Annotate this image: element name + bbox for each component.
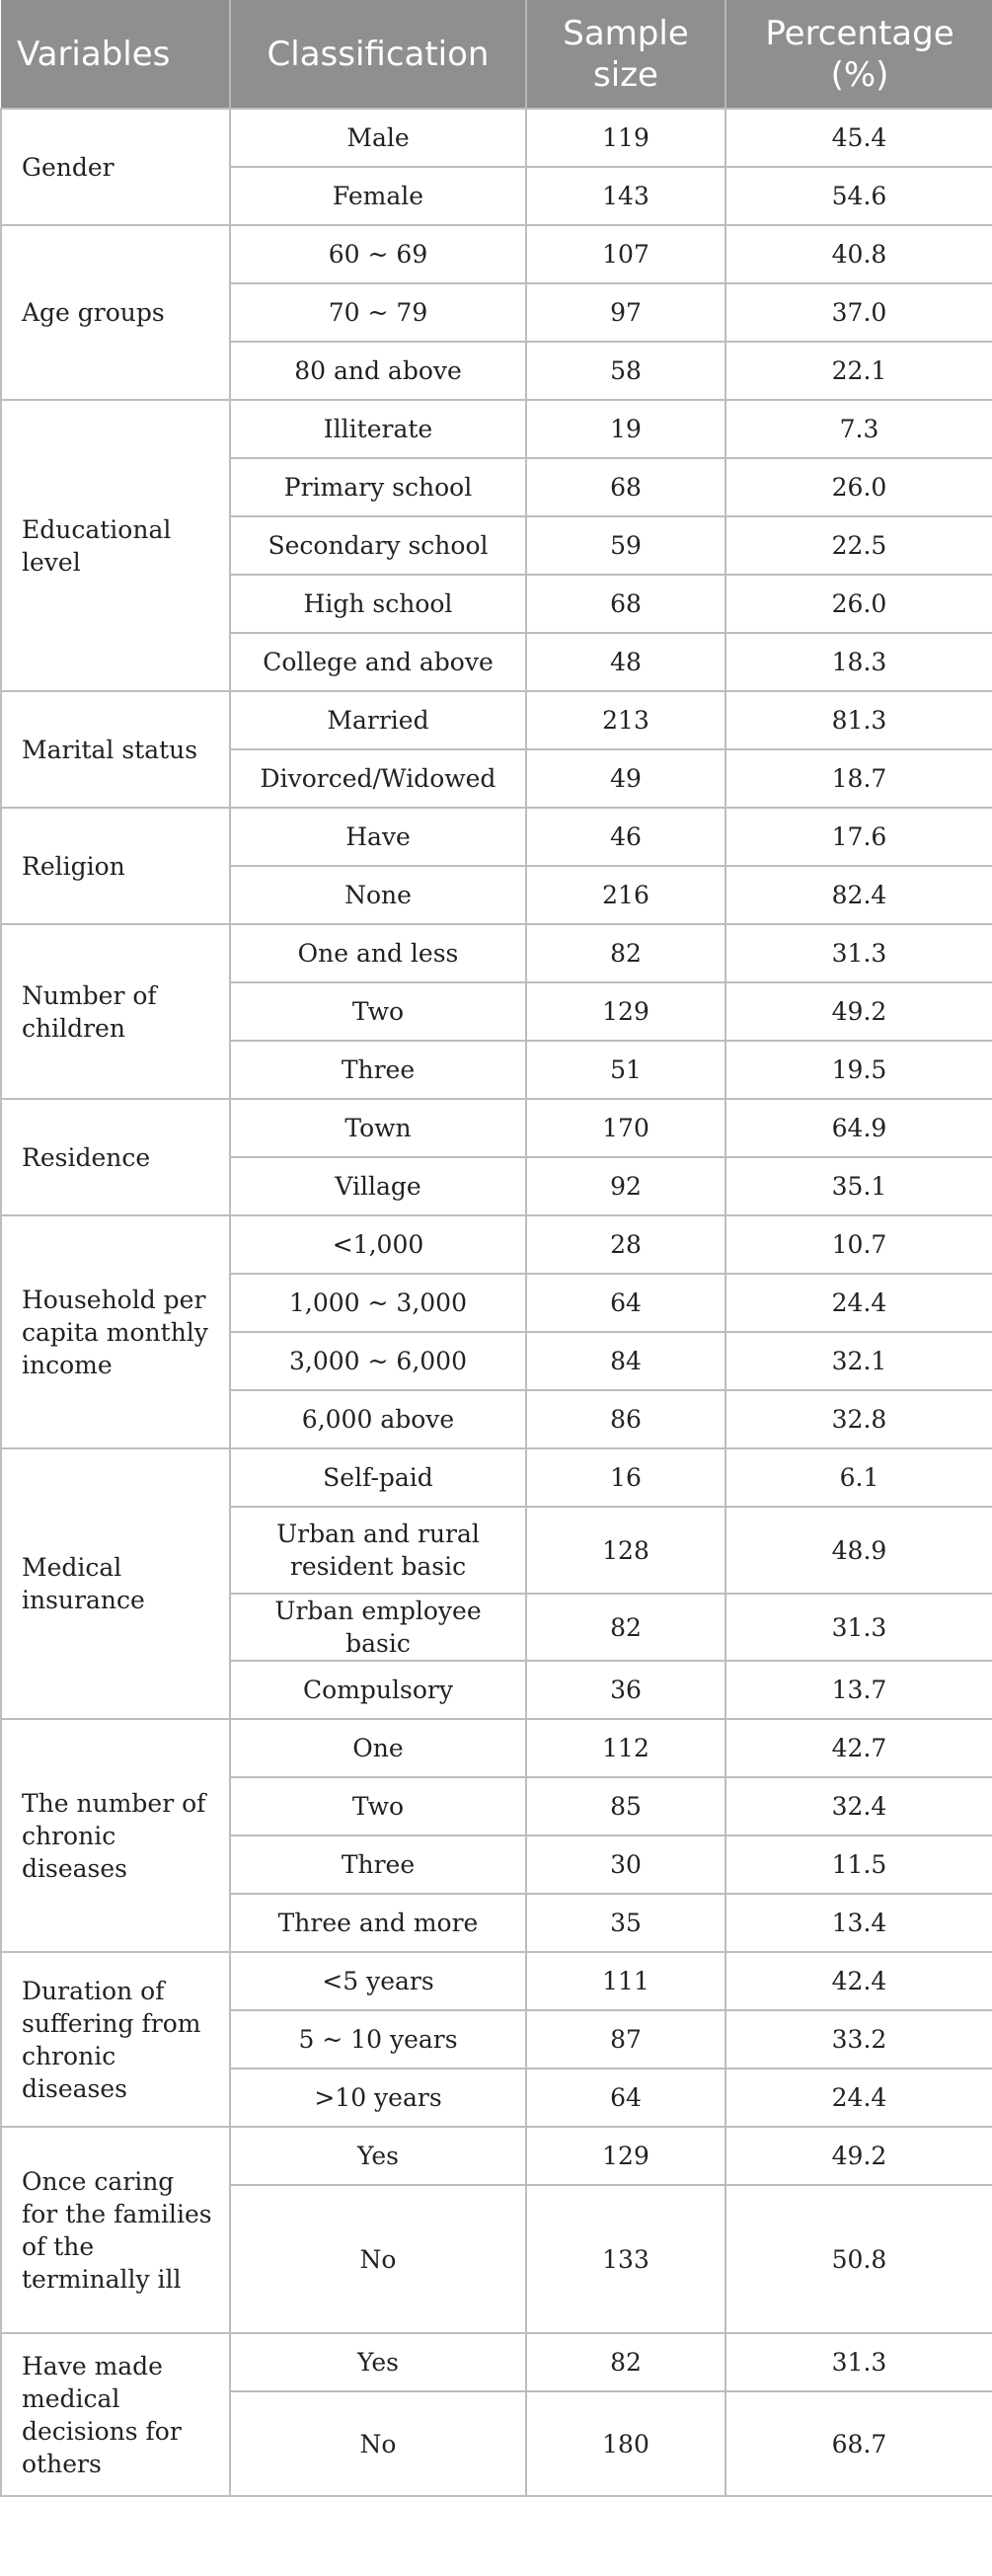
sample-size-cell: 30 [526,1835,725,1894]
percentage-cell: 31.3 [725,924,992,982]
percentage-cell: 54.6 [725,167,992,225]
table-row [1,808,992,866]
sample-size-cell: 46 [526,808,725,866]
classification-cell: 1,000 ~ 3,000 [230,1274,526,1332]
sample-size-cell: 64 [526,2069,725,2127]
table-row [1,1952,992,2010]
classification-cell: Urban and rural resident basic [230,1507,526,1594]
variable-cell: Educational level [1,400,230,691]
classification-cell: Two [230,1777,526,1835]
sample-size-cell: 48 [526,633,725,691]
header-variables: Variables [1,0,230,109]
sample-size-cell: 180 [526,2391,725,2496]
variable-cell: Age groups [1,225,230,400]
percentage-cell: 81.3 [725,691,992,749]
percentage-cell: 7.3 [725,400,992,458]
table-row [1,1215,992,1274]
percentage-cell: 6.1 [725,1448,992,1507]
table-row [1,924,992,982]
classification-cell: Male [230,109,526,167]
percentage-cell: 48.9 [725,1507,992,1594]
sample-size-cell: 49 [526,749,725,808]
variable-cell: Residence [1,1099,230,1215]
sample-size-cell: 111 [526,1952,725,2010]
classification-cell: Yes [230,2127,526,2185]
percentage-cell: 32.1 [725,1332,992,1390]
classification-cell: <1,000 [230,1215,526,1274]
percentage-cell: 24.4 [725,2069,992,2127]
variable-cell: Household per capita monthly income [1,1215,230,1448]
percentage-cell: 45.4 [725,109,992,167]
classification-cell: Married [230,691,526,749]
sample-size-cell: 143 [526,167,725,225]
classification-cell: 6,000 above [230,1390,526,1448]
sample-size-cell: 51 [526,1041,725,1099]
sample-size-cell: 216 [526,866,725,924]
percentage-cell: 40.8 [725,225,992,283]
classification-cell: Divorced/Widowed [230,749,526,808]
percentage-cell: 42.4 [725,1952,992,2010]
sample-size-cell: 86 [526,1390,725,1448]
table-row [1,2127,992,2185]
classification-cell: Female [230,167,526,225]
table-row [1,109,992,167]
sample-size-cell: 82 [526,1594,725,1661]
percentage-cell: 35.1 [725,1157,992,1215]
percentage-cell: 42.7 [725,1719,992,1777]
variable-cell: Number of children [1,924,230,1099]
sample-size-cell: 19 [526,400,725,458]
percentage-cell: 49.2 [725,2127,992,2185]
percentage-cell: 13.7 [725,1661,992,1719]
percentage-cell: 50.8 [725,2185,992,2333]
classification-cell: Primary school [230,458,526,516]
percentage-cell: 31.3 [725,1594,992,1661]
variable-cell: Gender [1,109,230,225]
table-row [1,691,992,749]
sample-size-cell: 119 [526,109,725,167]
sample-size-cell: 59 [526,516,725,575]
sample-size-cell: 87 [526,2010,725,2069]
sample-size-cell: 107 [526,225,725,283]
percentage-cell: 32.8 [725,1390,992,1448]
classification-cell: 5 ~ 10 years [230,2010,526,2069]
classification-cell: Yes [230,2333,526,2391]
percentage-cell: 49.2 [725,982,992,1041]
classification-cell: Two [230,982,526,1041]
variable-cell: Once caring for the families of the terminally ill [1,2127,230,2333]
percentage-cell: 22.1 [725,342,992,400]
classification-cell: None [230,866,526,924]
sample-size-cell: 68 [526,458,725,516]
classification-cell: Have [230,808,526,866]
percentage-cell: 37.0 [725,283,992,342]
sample-size-cell: 36 [526,1661,725,1719]
classification-cell: Secondary school [230,516,526,575]
sample-size-cell: 35 [526,1894,725,1952]
classification-cell: Urban employee basic [230,1594,526,1661]
sample-size-cell: 28 [526,1215,725,1274]
classification-cell: <5 years [230,1952,526,2010]
classification-cell: Three [230,1041,526,1099]
variable-cell: Duration of suffering from chronic diseases [1,1952,230,2127]
classification-cell: No [230,2391,526,2496]
classification-cell: One [230,1719,526,1777]
percentage-cell: 82.4 [725,866,992,924]
classification-cell: Three and more [230,1894,526,1952]
percentage-cell: 11.5 [725,1835,992,1894]
sample-size-cell: 97 [526,283,725,342]
table-row [1,225,992,283]
sample-size-cell: 128 [526,1507,725,1594]
sample-size-cell: 213 [526,691,725,749]
percentage-cell: 64.9 [725,1099,992,1157]
table-row [1,400,992,458]
classification-cell: Three [230,1835,526,1894]
percentage-cell: 31.3 [725,2333,992,2391]
classification-cell: Compulsory [230,1661,526,1719]
sample-size-cell: 64 [526,1274,725,1332]
percentage-cell: 17.6 [725,808,992,866]
percentage-cell: 68.7 [725,2391,992,2496]
classification-cell: 70 ~ 79 [230,283,526,342]
sample-size-cell: 92 [526,1157,725,1215]
table-row [1,2333,992,2391]
percentage-cell: 24.4 [725,1274,992,1332]
percentage-cell: 19.5 [725,1041,992,1099]
header-row [1,0,992,109]
classification-cell: No [230,2185,526,2333]
percentage-cell: 18.3 [725,633,992,691]
table-row [1,1099,992,1157]
classification-cell: 60 ~ 69 [230,225,526,283]
percentage-cell: 18.7 [725,749,992,808]
classification-cell: 80 and above [230,342,526,400]
table-row [1,1448,992,1507]
sample-size-cell: 133 [526,2185,725,2333]
table-body [1,109,992,2496]
sample-size-cell: 82 [526,2333,725,2391]
classification-cell: >10 years [230,2069,526,2127]
classification-cell: Village [230,1157,526,1215]
sample-size-cell: 84 [526,1332,725,1390]
percentage-cell: 22.5 [725,516,992,575]
sample-size-cell: 16 [526,1448,725,1507]
percentage-cell: 32.4 [725,1777,992,1835]
variable-cell: Medical insurance [1,1448,230,1719]
sample-size-cell: 129 [526,982,725,1041]
sample-size-cell: 68 [526,575,725,633]
percentage-cell: 26.0 [725,458,992,516]
percentage-cell: 13.4 [725,1894,992,1952]
header-sample-size: Sample size [526,0,725,109]
sample-size-cell: 112 [526,1719,725,1777]
classification-cell: Illiterate [230,400,526,458]
variable-cell: The number of chronic diseases [1,1719,230,1952]
classification-cell: Self-paid [230,1448,526,1507]
variable-cell: Have made medical decisions for others [1,2333,230,2496]
header-classification: Classification [230,0,526,109]
sample-size-cell: 58 [526,342,725,400]
percentage-cell: 10.7 [725,1215,992,1274]
classification-cell: High school [230,575,526,633]
classification-cell: College and above [230,633,526,691]
percentage-cell: 26.0 [725,575,992,633]
sample-size-cell: 85 [526,1777,725,1835]
variable-cell: Religion [1,808,230,924]
sample-size-cell: 82 [526,924,725,982]
classification-cell: One and less [230,924,526,982]
percentage-cell: 33.2 [725,2010,992,2069]
header-percentage: Percentage (%) [725,0,992,109]
classification-cell: Town [230,1099,526,1157]
sample-size-cell: 129 [526,2127,725,2185]
table-row [1,1719,992,1777]
classification-cell: 3,000 ~ 6,000 [230,1332,526,1390]
variable-cell: Marital status [1,691,230,808]
sample-size-cell: 170 [526,1099,725,1157]
table-header [1,0,992,109]
